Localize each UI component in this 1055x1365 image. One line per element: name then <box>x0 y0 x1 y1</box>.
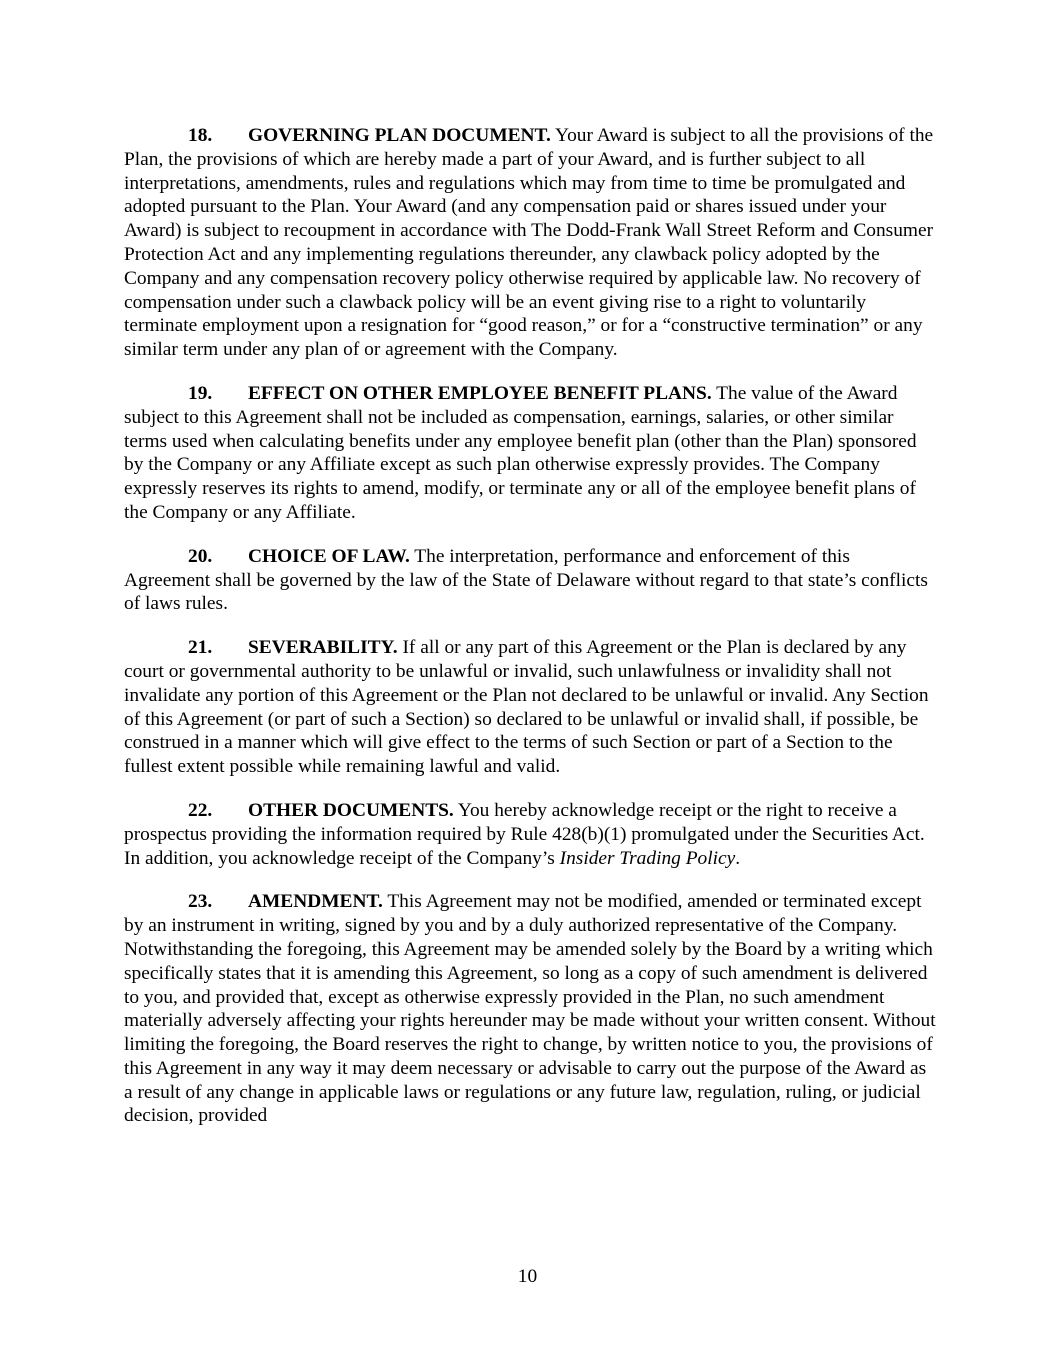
section-number: 21. <box>188 637 213 659</box>
section-19 <box>124 382 936 525</box>
section-heading: GOVERNING PLAN DOCUMENT. <box>248 125 551 146</box>
section-body: The interpretation, performance and enforcement of this Agreement shall be governed by the law of the State of Delaware without regard to that state’s conflicts of laws rules. <box>124 545 928 615</box>
section-21 <box>124 636 936 779</box>
section-23 <box>124 890 936 1128</box>
section-18 <box>124 124 936 362</box>
section-heading: OTHER DOCUMENTS. <box>248 799 454 821</box>
section-body: You hereby acknowledge receipt or the right to receive a prospectus providing the information required by Rule 428(b)(1) promulgated under the Securities Act. In addition, you acknowledge receipt of the Company’s <box>124 799 925 869</box>
section-body: If all or any part of this Agreement or the Plan is declared by any court or governmental authority to be unlawful or invalid, such unlawfulness or invalidity shall not invalidate any portion of this Agreement or the Plan not declared to be unlawful or invalid. Any Section of this Agreement (or part of such a Section) so declared to be unlawful or invalid shall, if possible, be construed in a manner which will give effect to the terms of such Section or part of a Section to the fullest extent possible while remaining lawful and valid. <box>124 637 929 778</box>
document-page <box>124 124 936 1148</box>
section-heading: CHOICE OF LAW. <box>248 545 410 567</box>
section-body: This Agreement may not be modified, amended or terminated except by an instrument in writing, signed by you and by a duly authorized representative of the Company. Notwithstanding the foregoing, this Agreement may be amended solely by the Board by a writing which specifically states that it is amending this Agreement, so long as a copy of such amendment is delivered to you, and provided that, except as otherwise expressly provided in the Plan, no such amendment materially adversely affecting your rights hereunder may be made without your written consent. Without limiting the foregoing, the Board reserves the right to change, by written notice to you, the provisions of this Agreement in any way it may deem necessary or advisable to carry out the purpose of the Award as a result of any change in applicable laws or regulations or any future law, regulation, ruling, or judicial decision, provided <box>124 891 936 1127</box>
section-heading: SEVERABILITY. <box>248 637 398 659</box>
section-number: 22. <box>188 799 213 821</box>
page-number: 10 <box>517 1266 538 1287</box>
section-tail: . <box>735 847 741 869</box>
section-number: 23. <box>188 891 213 913</box>
policy-title: Insider Trading Policy <box>559 847 736 869</box>
section-20 <box>124 545 936 616</box>
section-body: Your Award is subject to all the provisions of the Plan, the provisions of which are hereby made a part of your Award, and is further subject to all interpretations, amendments, rules and regulations which may from time to time be promulgated and adopted pursuant to the Plan. Your Award (and any compensation paid or shares issued under your Award) is subject to recoupment in accordance with The Dodd-Frank Wall Street Reform and Consumer Protection Act and any implementing regulations thereunder, any clawback policy adopted by the Company and any compensation recovery policy otherwise required by applicable law. No recovery of compensation under such a clawback policy will be an event giving rise to a right to voluntarily terminate employment upon a resignation for “good reason,” or for a “constructive termination” or any similar term under any plan of or agreement with the Company. <box>124 125 934 361</box>
section-number: 19. <box>188 382 213 404</box>
section-body: The value of the Award subject to this Agreement shall not be included as compensation, earnings, salaries, or other similar terms used when calculating benefits under any employee benefit plan (other than the Plan) sponsored by the Company or any Affiliate except as such plan otherwise expressly provides. The Company expressly reserves its rights to amend, modify, or terminate any or all of the employee benefit plans of the Company or any Affiliate. <box>124 382 917 523</box>
section-heading: EFFECT ON OTHER EMPLOYEE BENEFIT PLANS. <box>248 382 712 404</box>
section-22 <box>124 799 936 870</box>
section-number: 20. <box>188 545 213 567</box>
section-heading: AMENDMENT. <box>248 891 383 913</box>
section-number: 18. <box>188 125 213 146</box>
